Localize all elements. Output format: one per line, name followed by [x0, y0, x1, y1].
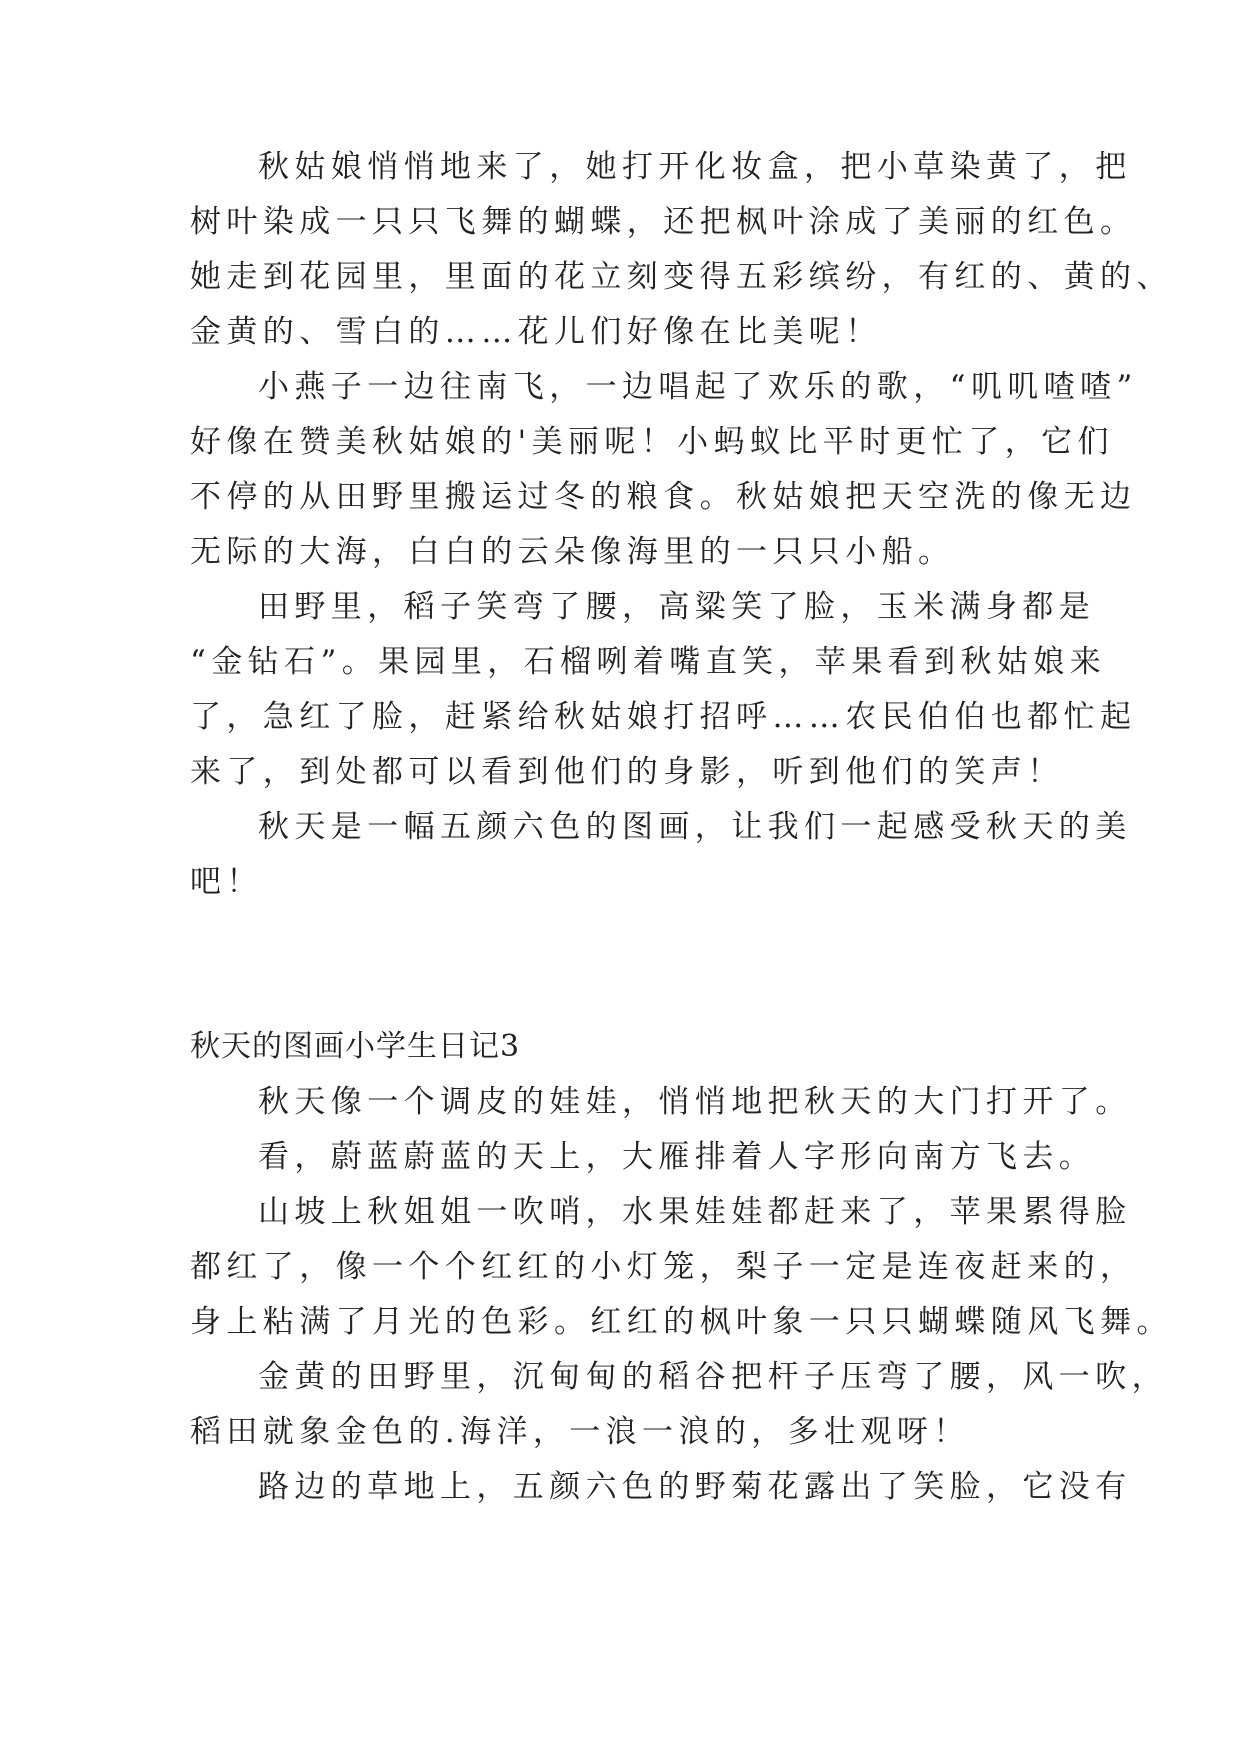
paragraph-line: 好像在赞美秋姑娘的'美丽呢！小蚂蚁比平时更忙了，它们 [190, 424, 1114, 460]
paragraph-line: 树叶染成一只只飞舞的蝴蝶，还把枫叶涂成了美丽的红色。 [190, 204, 1137, 240]
paragraph-line: 不停的从田野里搬运过冬的粮食。秋姑娘把天空洗的像无边 [190, 479, 1137, 515]
paragraph-line: 了，急红了脸，赶紧给秋姑娘打招呼……农民伯伯也都忙起 [190, 699, 1137, 735]
paragraph-line: 吧！ [190, 864, 263, 900]
paragraph-line: 金黄的、雪白的……花儿们好像在比美呢！ [190, 314, 882, 350]
paragraph-line: 无际的大海，白白的云朵像海里的一只只小船。 [190, 534, 955, 570]
paragraph-line: 她走到花园里，里面的花立刻变得五彩缤纷，有红的、黄的、 [190, 259, 1173, 295]
section-title: 秋天的图画小学生日记3 [190, 1029, 521, 1064]
paragraph-line: 田野里，稻子笑弯了腰，高粱笑了脸，玉米满身都是 [258, 589, 1096, 625]
paragraph-line: “金钻石”。果园里，石榴咧着嘴直笑，苹果看到秋姑娘来 [190, 644, 1107, 680]
paragraph-line: 看，蔚蓝蔚蓝的天上，大雁排着人字形向南方飞去。 [258, 1139, 1096, 1175]
paragraph-line: 都红了，像一个个红红的小灯笼，梨子一定是连夜赶来的， [190, 1249, 1137, 1285]
paragraph-line: 身上粘满了月光的色彩。红红的枫叶象一只只蝴蝶随风飞舞。 [190, 1304, 1173, 1340]
paragraph-line: 金黄的田野里，沉甸甸的稻谷把杆子压弯了腰，风一吹， [258, 1359, 1168, 1395]
paragraph-line: 小燕子一边往南飞，一边唱起了欢乐的歌，“叽叽喳喳” [258, 369, 1138, 405]
paragraph-line: 秋天是一幅五颜六色的图画，让我们一起感受秋天的美 [258, 809, 1132, 845]
paragraph-line: 来了，到处都可以看到他们的身影，听到他们的笑声！ [190, 754, 1064, 790]
paragraph-line: 路边的草地上，五颜六色的野菊花露出了笑脸，它没有 [258, 1469, 1132, 1505]
paragraph-line: 山坡上秋姐姐一吹哨，水果娃娃都赶来了，苹果累得脸 [258, 1194, 1132, 1230]
paragraph-line: 秋姑娘悄悄地来了，她打开化妆盒，把小草染黄了，把 [258, 149, 1132, 185]
paragraph-line: 稻田就象金色的.海洋，一浪一浪的，多壮观呀！ [190, 1414, 970, 1450]
paragraph-line: 秋天像一个调皮的娃娃，悄悄地把秋天的大门打开了。 [258, 1084, 1132, 1120]
